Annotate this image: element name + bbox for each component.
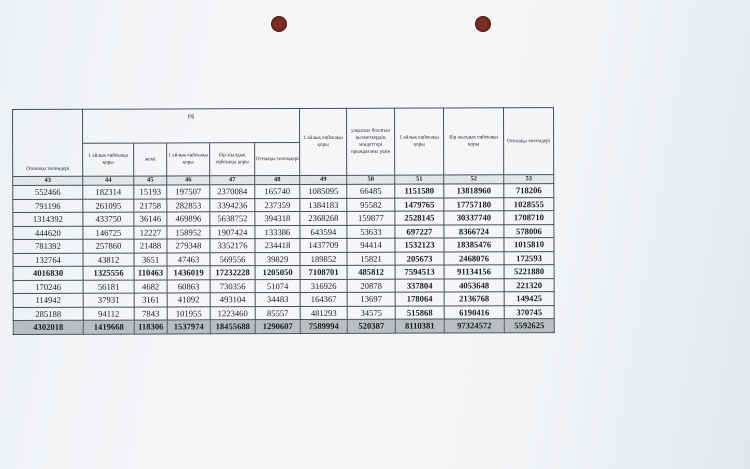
table-cell: 3161: [134, 293, 167, 307]
table-cell: 2136768: [444, 292, 504, 306]
table-cell: 36146: [134, 212, 167, 226]
table-cell: 1325556: [83, 266, 134, 280]
header-1ai-d: 1 айлық еңбекақы қоры: [394, 108, 443, 175]
table-cell: 205673: [395, 251, 444, 265]
table-cell: 13818960: [444, 184, 504, 198]
table-cell: 7594513: [395, 265, 444, 279]
data-table: [12, 107, 555, 334]
table-cell: 5221880: [504, 265, 554, 279]
table-row: [13, 265, 554, 280]
table-cell: 481293: [300, 306, 347, 320]
col-number: 51: [395, 175, 444, 184]
table-cell: 5592625: [504, 319, 554, 333]
table-cell: 30337740: [444, 211, 504, 225]
table-cell: 18385476: [444, 238, 504, 252]
table-cell: 697227: [395, 224, 444, 238]
table-cell: 170246: [13, 280, 83, 294]
table-cell: 165740: [255, 184, 300, 198]
col-number: 44: [83, 176, 134, 185]
table-cell: 189852: [300, 252, 347, 266]
table-cell: 433750: [83, 212, 134, 226]
table-cell: 34483: [255, 292, 300, 306]
table-cell: 781392: [13, 239, 83, 253]
table-cell: 21758: [134, 198, 167, 212]
table-cell: 60863: [167, 279, 210, 293]
table-row: [13, 251, 554, 266]
table-cell: 20878: [347, 279, 395, 293]
total-row: [13, 319, 554, 334]
table-cell: 394318: [255, 211, 300, 225]
table-cell: 370745: [504, 305, 554, 319]
table-cell: 4302018: [13, 320, 83, 334]
table-cell: 730356: [210, 279, 255, 293]
table-cell: 337804: [395, 278, 444, 292]
table-cell: 17232228: [210, 266, 255, 280]
table-cell: 66485: [347, 184, 395, 198]
table-cell: 4016830: [13, 266, 83, 280]
table-cell: 718206: [504, 184, 554, 198]
table-row: [13, 184, 554, 199]
table-cell: 3651: [134, 252, 167, 266]
col-number: 53: [504, 175, 554, 184]
col-number: 46: [167, 176, 210, 185]
punch-hole-right: [475, 16, 491, 32]
table-cell: 110463: [134, 266, 167, 280]
table-cell: 197507: [167, 185, 210, 199]
table-cell: 114942: [13, 293, 83, 307]
table-cell: 2368268: [300, 211, 347, 225]
table-cell: 158952: [167, 225, 210, 239]
col-number: 48: [255, 175, 300, 184]
table-cell: 37931: [83, 293, 134, 307]
col-number: 47: [210, 176, 255, 185]
table-cell: 1436019: [167, 266, 210, 280]
header-1ai-c: 1 айлық еңбекақы қоры: [300, 108, 347, 175]
table-cell: 493104: [210, 293, 255, 307]
table-cell: 316926: [300, 279, 347, 293]
table-cell: 791196: [13, 199, 83, 213]
table-cell: 85557: [255, 306, 300, 320]
table-row: [13, 305, 554, 320]
table-cell: 149425: [504, 292, 554, 306]
header-otem-mid: Отемақы төлемдері: [255, 142, 300, 175]
table-cell: 1314392: [13, 212, 83, 226]
table-cell: 17757180: [444, 197, 504, 211]
col-number: 52: [444, 175, 504, 184]
table-cell: 56181: [83, 280, 134, 294]
table-row: [13, 238, 554, 253]
table-cell: 6190416: [444, 305, 504, 319]
table-cell: 118306: [134, 320, 167, 334]
table-body: [13, 184, 555, 334]
table-cell: 1205050: [255, 265, 300, 279]
table-cell: 237359: [255, 198, 300, 212]
table-cell: 172593: [504, 251, 554, 265]
table-cell: 1479765: [395, 197, 444, 211]
table-cell: 4053648: [444, 278, 504, 292]
table-cell: 94112: [83, 307, 134, 321]
header-otem-left: Отемақы төлемдері: [13, 109, 83, 176]
table-cell: 18455688: [210, 320, 255, 334]
table-cell: 178064: [395, 292, 444, 306]
table-cell: 2528145: [395, 211, 444, 225]
table-cell: 285188: [13, 307, 83, 321]
table-cell: 41092: [167, 293, 210, 307]
punch-hole-left: [271, 16, 287, 32]
table-cell: 1223460: [210, 306, 255, 320]
table-cell: 1151580: [395, 184, 444, 198]
table-cell: 43812: [83, 253, 134, 267]
table-cell: 7108701: [300, 265, 347, 279]
table-cell: 1290607: [255, 319, 300, 333]
header-bir-b: Бір жылдық еңбекақы қоры: [443, 108, 503, 175]
table-cell: 2468076: [444, 251, 504, 265]
table-cell: 146725: [83, 226, 134, 240]
table-cell: 552466: [13, 185, 83, 199]
table-cell: 444620: [13, 226, 83, 240]
table-cell: 578006: [504, 224, 554, 238]
table-cell: 469896: [167, 212, 210, 226]
table-row: [13, 278, 554, 293]
table-row: [13, 292, 554, 307]
table-cell: 261095: [83, 199, 134, 213]
table-cell: 643594: [300, 225, 347, 239]
table-cell: 94414: [347, 238, 395, 252]
table-cell: 97324572: [444, 319, 504, 333]
table-cell: 1085095: [300, 184, 347, 198]
table-cell: 47463: [167, 252, 210, 266]
table-row: [13, 224, 554, 239]
table-cell: 133386: [255, 225, 300, 239]
table-cell: 1907424: [210, 225, 255, 239]
table-cell: 3394236: [210, 198, 255, 212]
table-cell: 15193: [134, 185, 167, 199]
table-cell: 34575: [347, 306, 395, 320]
table-cell: 164367: [300, 292, 347, 306]
table-cell: 1028555: [504, 197, 554, 211]
header-row-top: [13, 108, 554, 144]
table-cell: 21488: [134, 239, 167, 253]
table-cell: 569556: [210, 252, 255, 266]
table-cell: 15821: [347, 252, 395, 266]
header-bir-a: Бір жылдық еңбекақы қоры: [210, 143, 255, 176]
table-cell: 1437709: [300, 238, 347, 252]
table-cell: 39829: [255, 252, 300, 266]
table-cell: 91134156: [444, 265, 504, 279]
table-cell: 520387: [347, 319, 395, 333]
table-row: [13, 197, 554, 212]
header-zhemi: жемі: [134, 143, 167, 176]
table-cell: 95582: [347, 198, 395, 212]
table-container: [12, 107, 555, 334]
table-cell: 182314: [83, 185, 134, 199]
table-cell: 5638752: [210, 212, 255, 226]
table-cell: 3352176: [210, 239, 255, 253]
table-cell: 1384183: [300, 198, 347, 212]
table-cell: 2370084: [210, 185, 255, 199]
table-cell: 485812: [347, 265, 395, 279]
table-cell: 1532123: [395, 238, 444, 252]
table-row: [13, 211, 554, 226]
header-uakyt: уақытша болатын қызметкердің міндеттері орындағаны үшін: [346, 108, 394, 175]
col-number: 50: [347, 175, 395, 184]
table-cell: 1015810: [504, 238, 554, 252]
table-cell: 12227: [134, 225, 167, 239]
table-cell: 1537974: [167, 320, 210, 334]
header-otem-right: Отемақы төлемдері: [503, 108, 553, 175]
col-number: 43: [13, 176, 83, 185]
col-number: 49: [300, 175, 347, 184]
table-cell: 7589994: [300, 319, 347, 333]
col-number: 45: [134, 176, 167, 185]
header-1ai-a: 1 айлық еңбекақы қоры: [83, 143, 134, 176]
header-rb: РБ: [83, 108, 300, 143]
table-cell: 53633: [347, 225, 395, 239]
table-cell: 8110381: [395, 319, 444, 333]
table-cell: 234418: [255, 238, 300, 252]
table-cell: 13697: [347, 292, 395, 306]
table-cell: 1708710: [504, 211, 554, 225]
table-cell: 4682: [134, 279, 167, 293]
table-cell: 159877: [347, 211, 395, 225]
table-cell: 8366724: [444, 224, 504, 238]
table-cell: 1419668: [83, 320, 134, 334]
table-cell: 515868: [395, 305, 444, 319]
table-cell: 7843: [134, 306, 167, 320]
table-cell: 257860: [83, 239, 134, 253]
table-cell: 51074: [255, 279, 300, 293]
table-cell: 132764: [13, 253, 83, 267]
table-cell: 279348: [167, 239, 210, 253]
table-cell: 221320: [504, 278, 554, 292]
header-1ai-b: 1 айлық еңбекақы қоры: [167, 143, 210, 176]
table-cell: 101955: [167, 306, 210, 320]
table-cell: 282853: [167, 198, 210, 212]
